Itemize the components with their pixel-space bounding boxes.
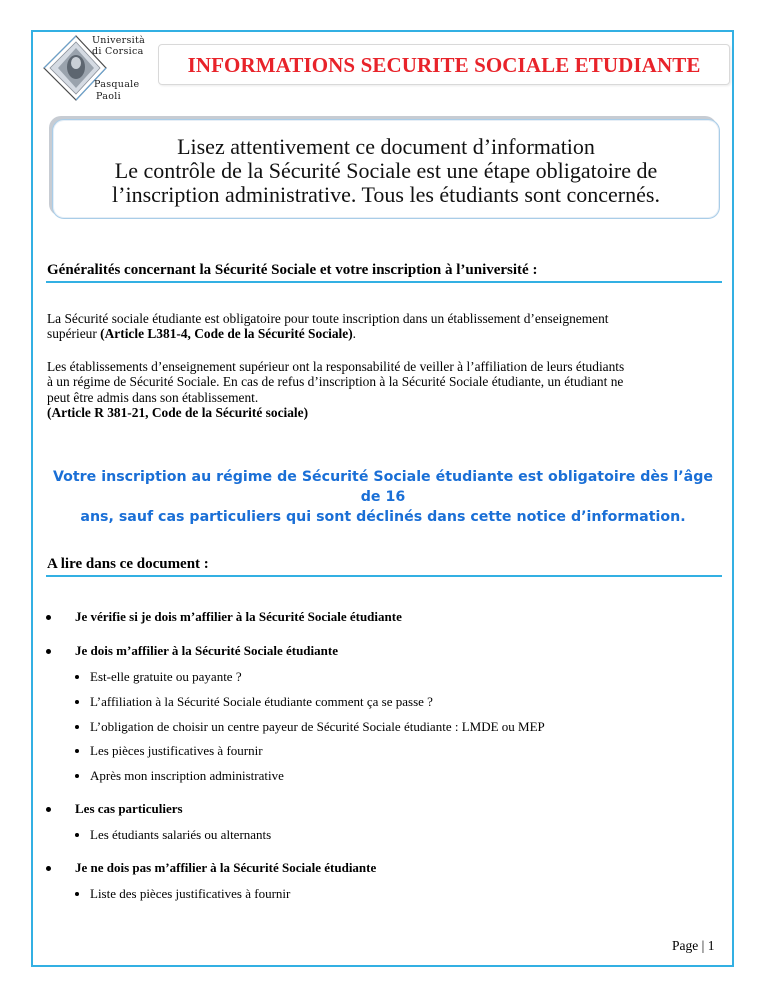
list-subitem-text: Les pièces justificatives à fournir bbox=[90, 743, 263, 758]
info-line-2: Le contrôle de la Sécurité Sociale est une étape obligatoire de bbox=[114, 158, 658, 183]
list-subitem bbox=[90, 669, 242, 685]
bullet-icon bbox=[75, 725, 79, 729]
callout-line-2: ans, sauf cas particuliers qui sont déclinés dans cette notice d’information. bbox=[80, 509, 686, 525]
page-title: INFORMATIONS SECURITE SOCIALE ETUDIANTE bbox=[187, 53, 701, 77]
list-item-1-text: Je vérifie si je dois m’affilier à la Sécurité Sociale étudiante bbox=[75, 609, 402, 624]
paragraph-1-line-2 bbox=[47, 326, 719, 341]
list-subitem-text: Liste des pièces justificatives à fournir bbox=[90, 886, 291, 901]
bullet-icon bbox=[46, 807, 51, 812]
bullet-icon bbox=[46, 649, 51, 654]
paragraph-2-line-2: à un régime de Sécurité Sociale. En cas de refus d’inscription à la Sécurité Sociale étudiante, un étudiant ne bbox=[47, 374, 624, 390]
list-item-3 bbox=[75, 801, 183, 817]
list-subitem-text: Les étudiants salariés ou alternants bbox=[90, 827, 272, 842]
paragraph-2-line-3: peut être admis dans son établissement. bbox=[47, 389, 259, 405]
paragraph-2-line-1: Les établissements d’enseignement supérieur ont la responsabilité de veiller à l’affiliation de leurs étudiants bbox=[47, 359, 625, 374]
bullet-icon bbox=[46, 615, 51, 620]
bullet-icon bbox=[46, 866, 51, 871]
generalites-rule bbox=[46, 281, 722, 283]
paragraph-1-line-1: La Sécurité sociale étudiante est obligatoire pour toute inscription dans un établissement d’enseignement bbox=[47, 311, 609, 326]
article-ref-r381-21: (Article R 381-21, Code de la Sécurité sociale) bbox=[47, 405, 309, 421]
info-line-3: l’inscription administrative. Tous les étudiants sont concernés. bbox=[112, 182, 660, 207]
info-line-1: Lisez attentivement ce document d’information bbox=[177, 134, 595, 159]
list-subitem bbox=[90, 694, 433, 710]
bullet-icon bbox=[75, 749, 79, 753]
paragraph-1 bbox=[47, 311, 719, 342]
logo-text-line4: Paoli bbox=[96, 91, 121, 102]
list-subitem-text: Après mon inscription administrative bbox=[90, 768, 284, 783]
generalites-heading: Généralités concernant la Sécurité Sociale et votre inscription à l’université : bbox=[47, 262, 538, 278]
list-subitem bbox=[90, 719, 545, 735]
page-number: Page | 1 bbox=[672, 938, 715, 953]
list-item-2-text: Je dois m’affilier à la Sécurité Sociale étudiante bbox=[75, 643, 338, 658]
a-lire-rule bbox=[46, 575, 722, 577]
list-item-4-text: Je ne dois pas m’affilier à la Sécurité Sociale étudiante bbox=[75, 860, 377, 875]
a-lire-heading: A lire dans ce document : bbox=[47, 556, 209, 572]
info-box bbox=[52, 119, 720, 219]
header-title-box bbox=[158, 44, 730, 85]
paragraph-2 bbox=[47, 359, 719, 421]
list-subitem bbox=[90, 886, 290, 902]
bullet-icon bbox=[75, 675, 79, 679]
callout-line-1: Votre inscription au régime de Sécurité Sociale étudiante est obligatoire dès l’âge de 16 bbox=[52, 469, 714, 505]
bullet-icon bbox=[75, 833, 79, 837]
list-subitem-text: L’obligation de choisir un centre payeur de Sécurité Sociale étudiante : LMDE ou MEP bbox=[90, 719, 545, 734]
list-subitem bbox=[90, 743, 263, 759]
list-subitem bbox=[90, 827, 271, 843]
callout bbox=[47, 467, 719, 527]
list-subitem-text: L’affiliation à la Sécurité Sociale étudiante comment ça se passe ? bbox=[90, 694, 433, 709]
logo-text-line2: di Corsica bbox=[92, 46, 144, 57]
logo-text-line3: Pasquale bbox=[94, 79, 140, 90]
bullet-icon bbox=[75, 892, 79, 896]
paragraph-1-text: supérieur bbox=[47, 326, 101, 342]
list-subitem bbox=[90, 768, 284, 784]
logo-text-line1: Università bbox=[92, 35, 146, 46]
bullet-icon bbox=[75, 774, 79, 778]
list-item-4 bbox=[75, 860, 376, 876]
university-logo bbox=[40, 34, 150, 104]
list-item-3-text: Les cas particuliers bbox=[75, 801, 183, 816]
bullet-icon bbox=[75, 700, 79, 704]
list-subitem-text: Est-elle gratuite ou payante ? bbox=[90, 669, 242, 684]
paragraph-1-end: . bbox=[352, 326, 357, 342]
article-ref-l381-4: (Article L381-4, Code de la Sécurité Sociale) bbox=[100, 326, 353, 342]
list-item-1 bbox=[75, 609, 402, 625]
list-item-2 bbox=[75, 643, 338, 659]
